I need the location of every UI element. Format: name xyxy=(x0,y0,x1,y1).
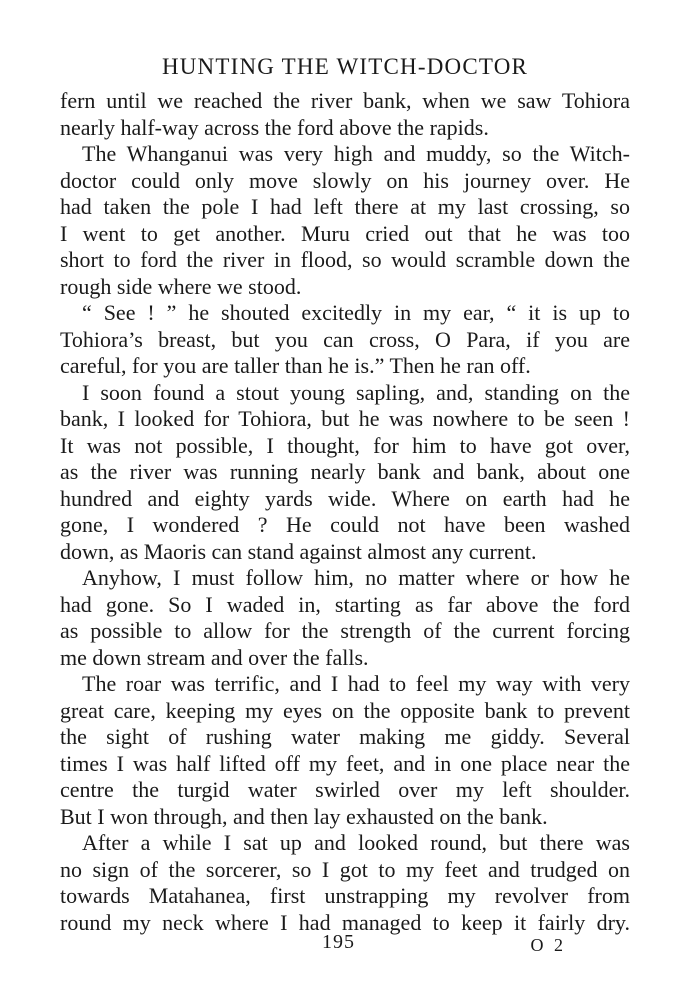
text-line: doctor could only move slowly on his journey over. He xyxy=(60,167,630,193)
paragraph xyxy=(60,300,630,380)
paragraph xyxy=(60,671,630,830)
text-line: me down stream and over the falls. xyxy=(60,644,369,670)
text-line: times I was half lifted off my feet, and in one place near the xyxy=(60,750,630,776)
paragraph xyxy=(60,141,630,300)
text-line: I went to get another. Muru cried out that he was too xyxy=(60,220,630,246)
body-text xyxy=(60,88,630,936)
text-line: careful, for you are taller than he is.” Then he ran off. xyxy=(60,353,531,378)
text-line: I soon found a stout young sapling, and, standing on the xyxy=(82,379,630,405)
text-line: had gone. So I waded in, starting as far above the ford xyxy=(60,591,630,617)
text-line: short to ford the river in flood, so would scramble down the xyxy=(60,247,630,272)
text-line: rough side where we stood. xyxy=(60,273,302,299)
text-line: the sight of rushing water making me giddy. Several xyxy=(60,724,630,749)
paragraph xyxy=(60,88,630,141)
signature-mark: O 2 xyxy=(530,935,566,955)
text-line: down, as Maoris can stand against almost any current. xyxy=(60,538,537,564)
text-line: fern until we reached the river bank, when we saw Tohiora xyxy=(60,88,630,113)
paragraph xyxy=(60,830,630,936)
text-line: nearly half-way across the ford above the rapids. xyxy=(60,114,489,140)
text-line: towards Matahanea, first unstrapping my revolver from xyxy=(60,883,630,908)
paragraph xyxy=(60,380,630,566)
text-line: had taken the pole I had left there at my last crossing, so xyxy=(60,194,630,219)
text-line: bank, I looked for Tohiora, but he was nowhere to be seen ! xyxy=(60,406,630,431)
text-line: Anyhow, I must follow him, no matter where or how he xyxy=(82,565,630,590)
text-line: But I won through, and then lay exhausted on the bank. xyxy=(60,803,548,829)
page-number: 195 xyxy=(322,931,355,953)
text-line: After a while I sat up and looked round, but there was xyxy=(82,830,630,855)
text-line: no sign of the sorcerer, so I got to my feet and trudged on xyxy=(60,856,630,882)
text-line: great care, keeping my eyes on the opposite bank to prevent xyxy=(60,697,630,723)
text-line: as the river was running nearly bank and bank, about one xyxy=(60,459,630,484)
text-line: gone, I wondered ? He could not have been washed xyxy=(60,512,630,537)
text-line: The roar was terrific, and I had to feel my way with very xyxy=(82,671,630,696)
text-line: round my neck where I had managed to keep it fairly dry. xyxy=(60,909,630,935)
text-line: The Whanganui was very high and muddy, so the Witch- xyxy=(82,141,630,166)
text-line: “ See ! ” he shouted excitedly in my ear, “ it is up to xyxy=(82,300,630,325)
text-line: as possible to allow for the strength of the current forcing xyxy=(60,618,630,643)
text-line: Tohiora’s breast, but you can cross, O Para, if you are xyxy=(60,326,630,352)
paragraph xyxy=(60,565,630,671)
text-line: It was not possible, I thought, for him to have got over, xyxy=(60,432,630,458)
running-title: HUNTING THE WITCH-DOCTOR xyxy=(161,54,529,79)
page-footer xyxy=(60,931,630,961)
text-line: hundred and eighty yards wide. Where on earth had he xyxy=(60,485,630,511)
text-line: centre the turgid water swirled over my left shoulder. xyxy=(60,777,630,802)
